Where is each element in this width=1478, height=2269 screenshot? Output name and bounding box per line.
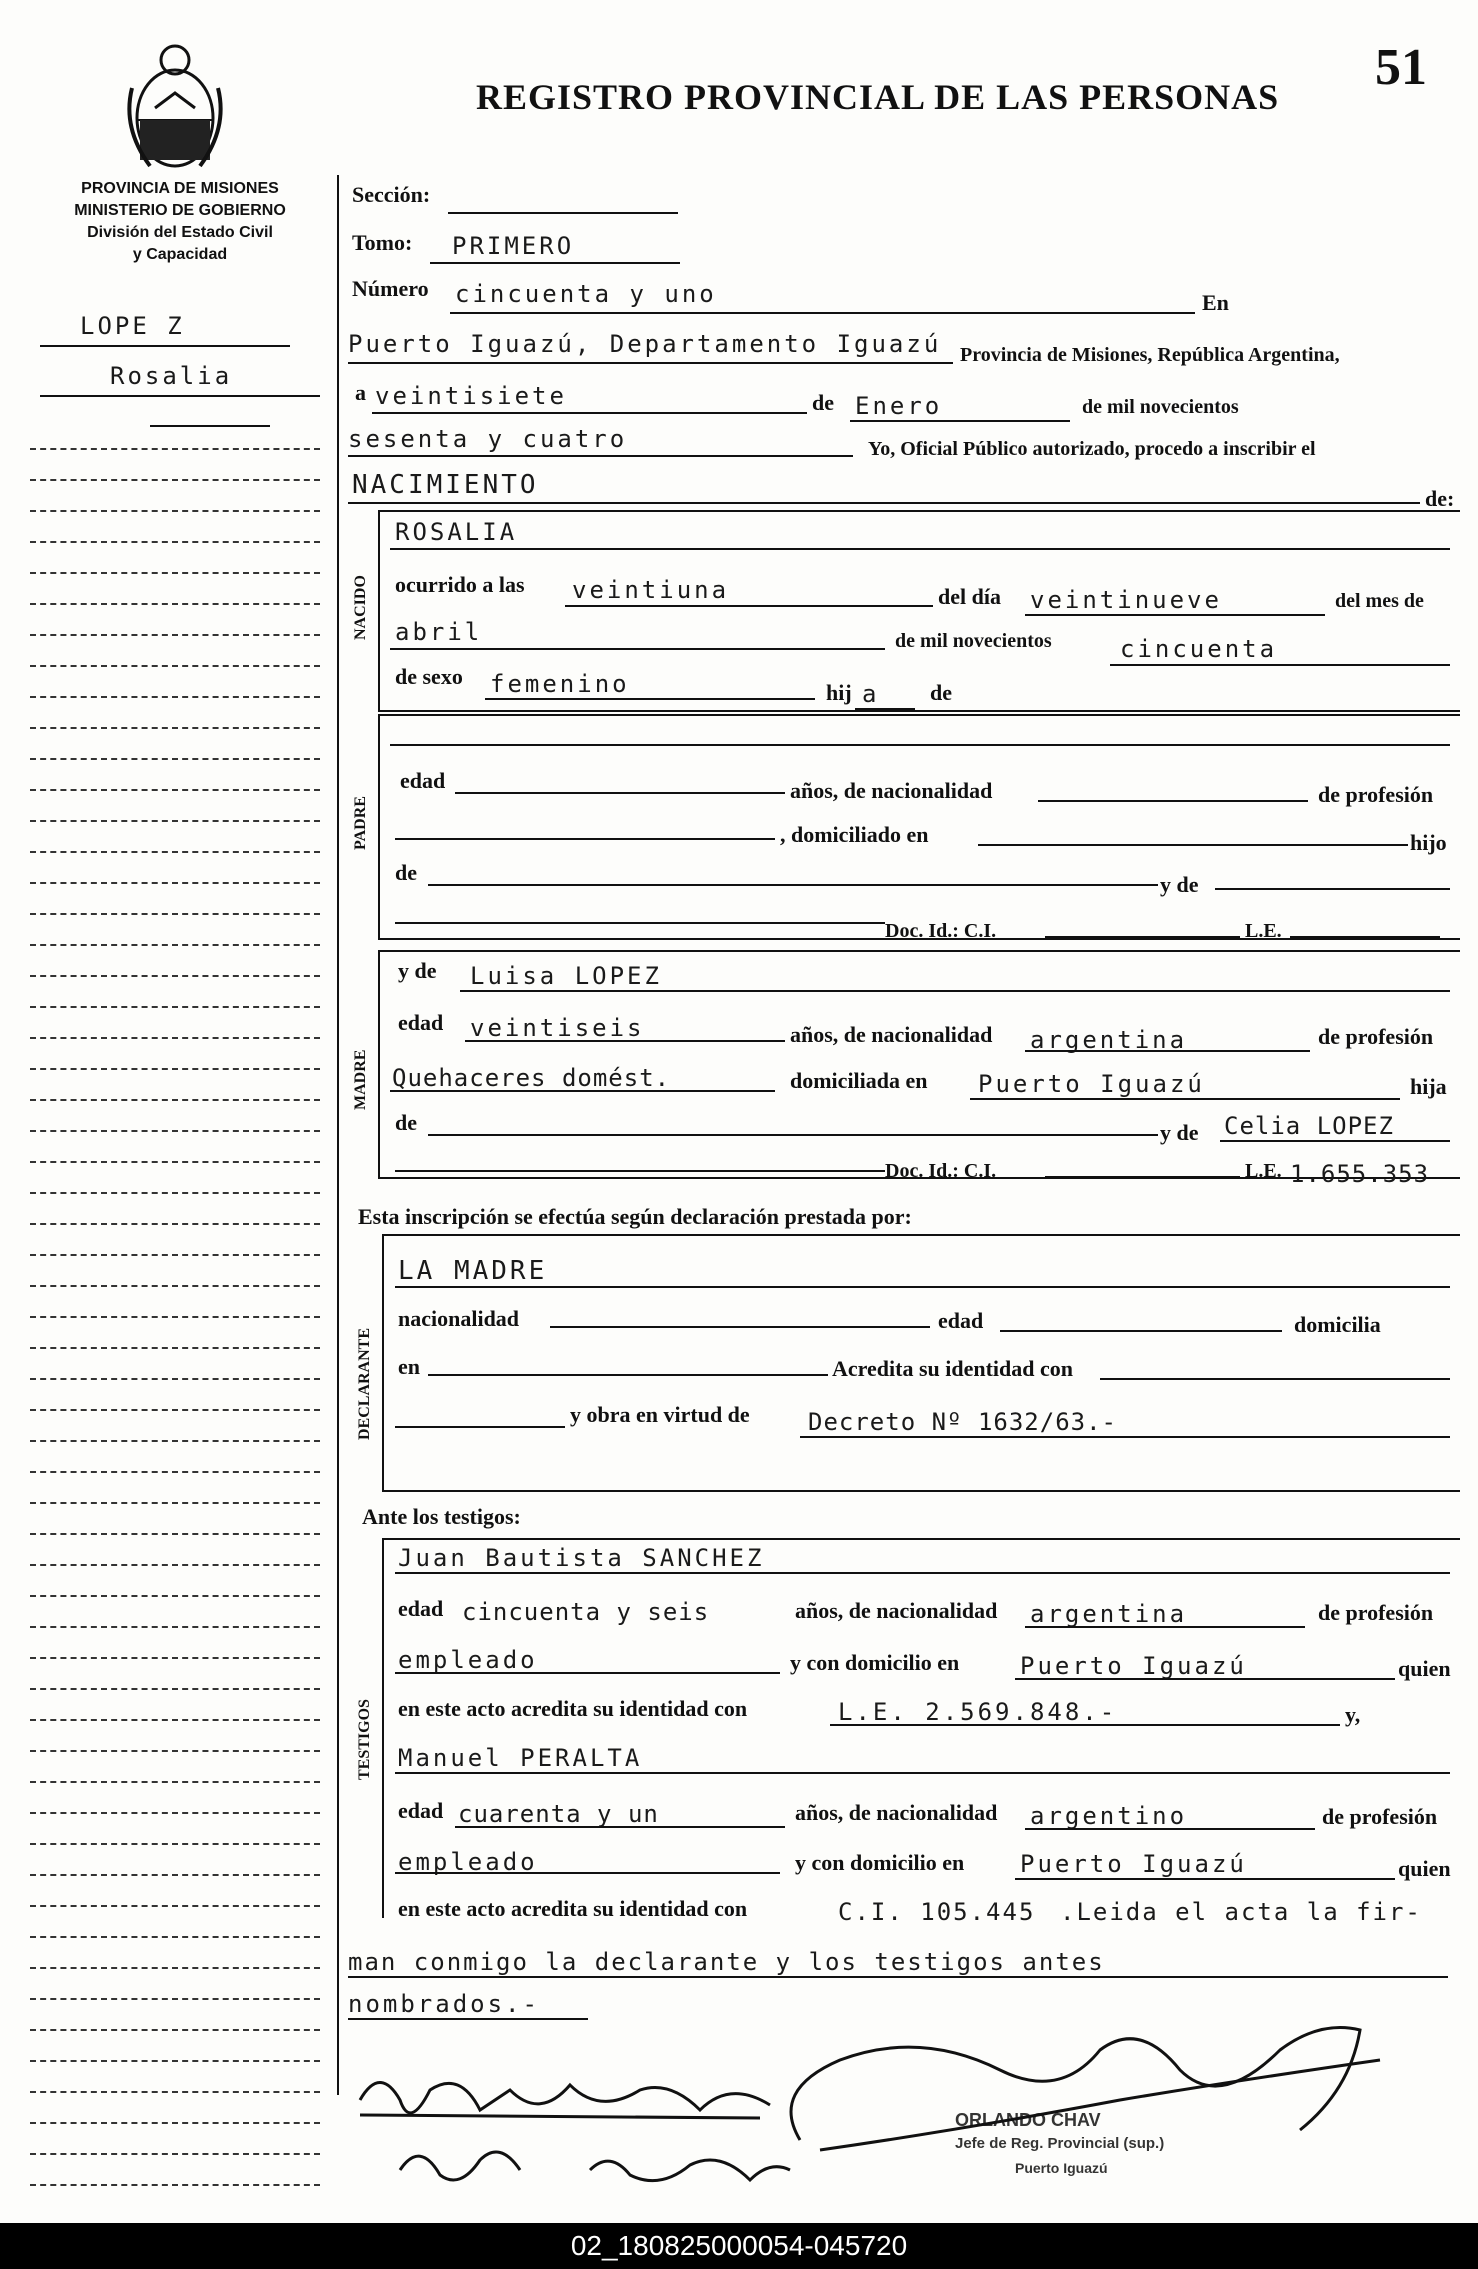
day-value: veintisiete [375, 382, 567, 410]
testigo1-anios-label: años, de nacionalidad [795, 1598, 998, 1623]
declarante-domicilia-label: domicilia [1294, 1312, 1381, 1337]
margin-rule-line [30, 851, 320, 853]
coat-of-arms-emblem [120, 38, 230, 178]
margin-rule-line [30, 1285, 320, 1287]
testigo1-domicilio-value: Puerto Iguazú [1020, 1652, 1247, 1680]
testigo1-profesion-value: empleado [398, 1646, 538, 1674]
closing-text-line-3: nombrados.- [348, 1990, 540, 2018]
margin-rule-line [30, 1161, 320, 1163]
padre-hijo-label: hijo [1410, 830, 1447, 855]
declarante-en-label: en [398, 1354, 420, 1379]
testigo2-anios-label: años, de nacionalidad [795, 1800, 998, 1825]
declarante-acredita-label: Acredita su identidad con [832, 1356, 1074, 1381]
margin-rule-line [30, 1502, 320, 1504]
ocurrido-label: ocurrido a las [395, 572, 525, 597]
madre-section-label: MADRE [352, 1049, 369, 1110]
birth-year-value: cincuenta [1120, 635, 1278, 663]
provincia-label: Provincia de Misiones, República Argentina, [960, 344, 1340, 366]
authority-line: PROVINCIA DE MISIONES [81, 180, 279, 197]
anio-label: de mil novecientos [895, 630, 1052, 652]
margin-rule-line [30, 696, 320, 698]
margin-rule-line [30, 1657, 320, 1659]
testigo1-domicilio-label: y con domicilio en [790, 1650, 960, 1675]
birth-day-value: veintinueve [1030, 586, 1222, 614]
testigo1-quien-label: quien [1398, 1656, 1451, 1681]
en-label: En [1202, 290, 1229, 315]
stamp-line: Puerto Iguazú [1015, 2160, 1108, 2176]
margin-rule-line [30, 603, 320, 605]
official-stamp [955, 2108, 1225, 2180]
nacido-name-value: ROSALIA [395, 518, 518, 546]
en-value: Puerto Iguazú, Departamento Iguazú [348, 330, 942, 358]
margin-rule-line [30, 572, 320, 574]
month-value: Enero [855, 392, 943, 420]
margin-rule-line [30, 1564, 320, 1566]
testigo2-acredita-label: en este acto acredita su identidad con [398, 1896, 748, 1921]
birth-month-value: abril [395, 618, 483, 646]
testigo1-profesion-label: de profesión [1318, 1600, 1434, 1625]
declarante-name-value: LA MADRE [398, 1256, 548, 1286]
margin-rule-line [30, 2091, 320, 2093]
numero-value: cincuenta y uno [455, 280, 717, 308]
declarante-obra-label: y obra en virtud de [570, 1402, 750, 1427]
margin-given-name: Rosalia [110, 362, 233, 390]
margin-rule-line [30, 820, 320, 822]
margin-rule-line [30, 1905, 320, 1907]
stamp-line: Jefe de Reg. Provincial (sup.) [955, 2135, 1165, 2152]
declarante-nacionalidad-label: nacionalidad [398, 1306, 520, 1331]
margin-rule-line [30, 1719, 320, 1721]
testigos-section-label: TESTIGOS [356, 1699, 373, 1780]
madre-de-label: de [395, 1110, 417, 1135]
testigo2-nacionalidad-value: argentino [1030, 1802, 1188, 1830]
madre-profesion-value: Quehaceres domést. [392, 1064, 671, 1092]
testigo2-edad-value: cuarenta y un [458, 1800, 659, 1828]
year-label: de mil novecientos [1082, 396, 1239, 418]
margin-rule-line [30, 2060, 320, 2062]
margin-rule-line [30, 1254, 320, 1256]
numero-label: Número [352, 276, 429, 301]
seccion-label: Sección: [352, 182, 431, 207]
testigo1-acredita-label: en este acto acredita su identidad con [398, 1696, 748, 1721]
witness-signature-peralta [390, 2130, 810, 2200]
margin-rule-line [30, 2184, 320, 2186]
testigo2-doc-value: C.I. 105.445 [838, 1898, 1036, 1926]
margin-rule-line [30, 448, 320, 450]
de-label: de [812, 390, 834, 415]
margin-rule-line [30, 1316, 320, 1318]
testigo2-edad-label: edad [398, 1798, 444, 1823]
margin-rule-line [30, 882, 320, 884]
stamp-line: ORLANDO CHAV [955, 2110, 1101, 2130]
a-label: a [355, 380, 366, 405]
padre-profesion-label: de profesión [1318, 782, 1434, 807]
witness-signature-sanchez [340, 2060, 800, 2140]
madre-mother-name-value: Celia LOPEZ [1224, 1112, 1394, 1140]
margin-rule-line [30, 2122, 320, 2124]
authority-line: División del Estado Civil [87, 224, 273, 241]
hour-value: veintiuna [572, 576, 730, 604]
margin-rule-line [30, 510, 320, 512]
testigo2-domicilio-label: y con domicilio en [795, 1850, 965, 1875]
margin-rule-line [30, 975, 320, 977]
de-colon-label: de: [1425, 486, 1455, 511]
margin-rule-line [30, 665, 320, 667]
margin-rule-line [30, 1626, 320, 1628]
testigo1-y-label: y, [1345, 1702, 1361, 1727]
page-number: 51 [1375, 39, 1427, 96]
document-id-footer: 02_180825000054-045720 [0, 2223, 1478, 2269]
madre-le-label: L.E. [1245, 1160, 1282, 1182]
testigos-label: Ante los testigos: [362, 1504, 521, 1529]
authority-line: MINISTERIO DE GOBIERNO [74, 202, 286, 219]
margin-rule-line [30, 789, 320, 791]
sexo-label: de sexo [395, 664, 463, 689]
margin-surname: LOPE Z [80, 312, 185, 340]
madre-doc-label: Doc. Id.: C.I. [885, 1160, 997, 1182]
testigo1-doc-value: L.E. 2.569.848.- [838, 1698, 1118, 1726]
authority-block [30, 178, 330, 266]
year-value: sesenta y cuatro [348, 425, 628, 453]
margin-rule-line [30, 1533, 320, 1535]
margin-rule-line [30, 1781, 320, 1783]
testigo1-edad-label: edad [398, 1596, 444, 1621]
margin-rule-line [30, 727, 320, 729]
margin-rule-line [30, 1006, 320, 1008]
madre-domiciliada-label: domiciliada en [790, 1068, 928, 1093]
madre-hija-label: hija [1410, 1074, 1447, 1099]
margin-rule-line [30, 1130, 320, 1132]
madre-name-value: Luisa LOPEZ [470, 962, 662, 990]
nacido-de-label: de [930, 680, 952, 705]
authority-line: y Capacidad [132, 246, 228, 263]
padre-domiciliado-label: , domiciliado en [780, 822, 929, 847]
margin-rule-line [30, 1936, 320, 1938]
testigo2-quien-label: quien [1398, 1856, 1451, 1881]
del-mes-label: del mes de [1335, 590, 1424, 612]
margin-rule-line [30, 2029, 320, 2031]
margin-rule-line [30, 1750, 320, 1752]
padre-section-label: PADRE [352, 796, 369, 850]
madre-y-de-label: y de [398, 958, 437, 983]
madre-y-de2-label: y de [1160, 1120, 1199, 1145]
margin-rule-line [30, 1068, 320, 1070]
margin-rule-line [30, 913, 320, 915]
testigo2-name-value: Manuel PERALTA [398, 1744, 643, 1772]
margin-rule-line [30, 1688, 320, 1690]
padre-de-label: de [395, 860, 417, 885]
oficial-label: Yo, Oficial Público autorizado, procedo a inscribir el [868, 438, 1316, 460]
margin-rule-line [30, 1998, 320, 2000]
margin-rule-line [30, 758, 320, 760]
closing-text-line-1: .Leida el acta la fir- [1060, 1898, 1422, 1926]
padre-le-label: L.E. [1245, 920, 1282, 942]
madre-anios-label: años, de nacionalidad [790, 1022, 993, 1047]
margin-rule-line [30, 1037, 320, 1039]
nacido-section-label: NACIDO [352, 575, 369, 640]
margin-rule-line [30, 541, 320, 543]
margin-rule-line [30, 1099, 320, 1101]
margin-rule-line [30, 1967, 320, 1969]
margin-rule-line [30, 1440, 320, 1442]
closing-text-line-2: man conmigo la declarante y los testigos antes [348, 1948, 1105, 1976]
tomo-value: PRIMERO [452, 232, 575, 260]
padre-y-de-label: y de [1160, 872, 1199, 897]
margin-rule-line [30, 1409, 320, 1411]
margin-rule-line [30, 1347, 320, 1349]
margin-rule-line [30, 634, 320, 636]
padre-edad-label: edad [400, 768, 446, 793]
del-dia-label: del día [938, 584, 1001, 609]
document-title: REGISTRO PROVINCIAL DE LAS PERSONAS [476, 77, 1280, 117]
act-value: NACIMIENTO [352, 470, 539, 500]
sexo-value: femenino [490, 670, 630, 698]
margin-rule-line [30, 1192, 320, 1194]
madre-nacionalidad-value: argentina [1030, 1026, 1188, 1054]
testigo1-nacionalidad-value: argentina [1030, 1600, 1188, 1628]
testigo2-profesion-label: de profesión [1322, 1804, 1438, 1829]
margin-rule-line [30, 1471, 320, 1473]
margin-rule-line [30, 479, 320, 481]
madre-domicilio-value: Puerto Iguazú [978, 1070, 1205, 1098]
declaracion-label: Esta inscripción se efectúa según declaración prestada por: [358, 1204, 912, 1229]
declarante-section-label: DECLARANTE [356, 1327, 373, 1440]
margin-rule-line [30, 1874, 320, 1876]
testigo2-domicilio-value: Puerto Iguazú [1020, 1850, 1247, 1878]
madre-edad-label: edad [398, 1010, 444, 1035]
declarante-obra-value: Decreto Nº 1632/63.- [808, 1408, 1117, 1436]
madre-le-value: 1.655.353 [1290, 1160, 1430, 1188]
madre-profesion-label: de profesión [1318, 1024, 1434, 1049]
hijo-label: hij [826, 680, 852, 705]
padre-doc-label: Doc. Id.: C.I. [885, 920, 997, 942]
margin-rule-line [30, 944, 320, 946]
margin-rule-line [30, 1223, 320, 1225]
margin-divider [337, 175, 339, 2095]
margin-rule-line [30, 1595, 320, 1597]
margin-rule-line [30, 1812, 320, 1814]
hijo-suffix: a [862, 680, 880, 708]
testigo1-edad-value: cincuenta y seis [462, 1598, 710, 1626]
testigo2-profesion-value: empleado [398, 1848, 538, 1876]
madre-edad-value: veintiseis [470, 1014, 645, 1042]
padre-anios-label: años, de nacionalidad [790, 778, 993, 803]
testigo1-name-value: Juan Bautista SANCHEZ [398, 1544, 765, 1572]
margin-rule-line [30, 2153, 320, 2155]
tomo-label: Tomo: [352, 230, 413, 255]
declarante-edad-label: edad [938, 1308, 984, 1333]
margin-rule-line [30, 1378, 320, 1380]
margin-rule-line [30, 1843, 320, 1845]
